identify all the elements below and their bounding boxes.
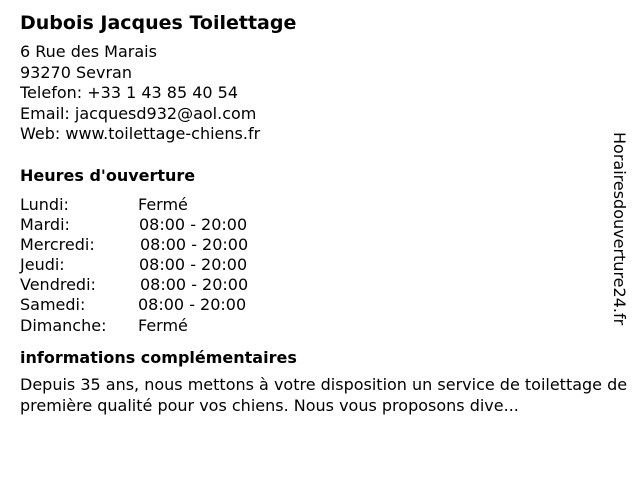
- hours-day: Jeudi:: [20, 255, 65, 275]
- address-line-street: 6 Rue des Marais: [20, 42, 157, 61]
- hours-time: 08:00 - 20:00: [138, 295, 247, 315]
- email-line: Email: jacquesd932@aol.com: [20, 103, 257, 123]
- hours-time: Fermé: [138, 315, 188, 335]
- info-heading: informations complémentaires: [20, 347, 297, 367]
- hours-list: [20, 195, 632, 336]
- hours-day: Vendredi:: [20, 275, 96, 295]
- business-card: [20, 10, 632, 416]
- hours-row-tuesday: [20, 215, 632, 235]
- hours-day: Samedi:: [20, 295, 86, 315]
- hours-day: Dimanche:: [20, 315, 107, 335]
- hours-row-saturday: [20, 295, 632, 315]
- site-watermark: Horairesdouverture24.fr: [610, 132, 629, 326]
- hours-row-friday: [20, 275, 632, 295]
- hours-row-sunday: [20, 316, 632, 336]
- hours-row-monday: [20, 195, 632, 215]
- address-line-city: 93270 Sevran: [20, 62, 132, 82]
- business-name: Dubois Jacques Toilettage: [20, 12, 297, 34]
- hours-time: 08:00 - 20:00: [140, 234, 249, 254]
- hours-time: 08:00 - 20:00: [139, 255, 248, 275]
- hours-day: Lundi:: [20, 194, 69, 214]
- hours-heading: Heures d'ouverture: [20, 165, 196, 185]
- hours-time: Fermé: [138, 194, 188, 214]
- phone-line: Telefon: +33 1 43 85 40 54: [20, 83, 239, 102]
- hours-row-thursday: [20, 255, 632, 275]
- hours-time: 08:00 - 20:00: [139, 214, 248, 234]
- hours-day: Mercredi:: [20, 234, 95, 254]
- hours-row-wednesday: [20, 235, 632, 255]
- hours-time: 08:00 - 20:00: [140, 275, 249, 295]
- hours-day: Mardi:: [20, 214, 70, 234]
- website-line: Web: www.toilettage-chiens.fr: [20, 124, 261, 143]
- info-description: Depuis 35 ans, nous mettons à votre disposition un service de toilettage de première qualité pour vos chiens. Nous vous proposons dive...: [20, 374, 628, 415]
